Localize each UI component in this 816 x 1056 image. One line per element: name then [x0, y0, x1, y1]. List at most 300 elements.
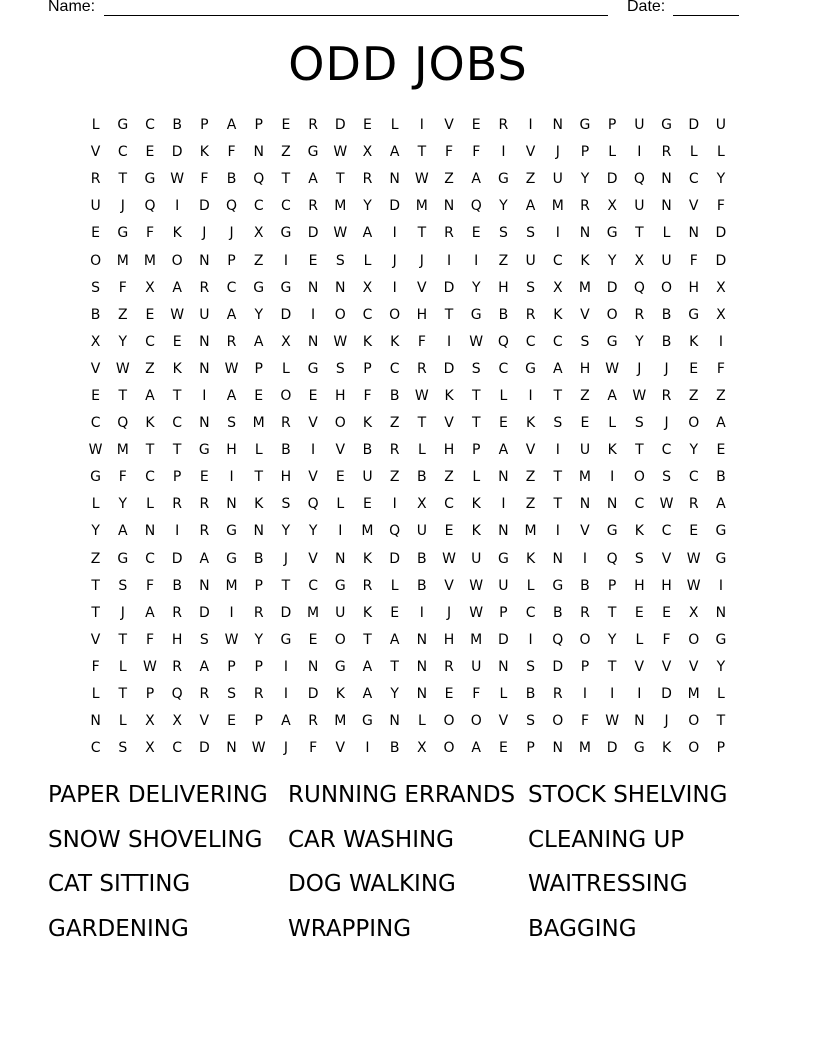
grid-letter[interactable]: O — [443, 713, 455, 730]
grid-letter[interactable]: L — [91, 686, 100, 703]
grid-letter[interactable]: U — [471, 550, 482, 567]
grid-letter[interactable]: C — [145, 333, 155, 350]
grid-letter[interactable]: K — [607, 442, 617, 459]
grid-letter[interactable]: A — [362, 686, 373, 703]
grid-letter[interactable]: B — [498, 306, 509, 323]
grid-letter[interactable]: J — [283, 740, 288, 757]
grid-letter[interactable]: I — [555, 523, 560, 540]
grid-letter[interactable]: R — [525, 306, 536, 323]
grid-letter[interactable]: L — [336, 496, 345, 513]
grid-letter[interactable]: D — [498, 631, 509, 648]
grid-letter[interactable]: F — [689, 252, 698, 269]
grid-letter[interactable]: R — [308, 117, 318, 134]
grid-letter[interactable]: P — [716, 740, 726, 757]
grid-letter[interactable]: A — [145, 387, 155, 404]
grid-letter[interactable]: K — [661, 740, 672, 757]
grid-letter[interactable]: L — [118, 658, 127, 675]
grid-letter[interactable]: S — [553, 415, 563, 432]
grid-letter[interactable]: M — [307, 604, 320, 621]
grid-letter[interactable]: O — [280, 387, 292, 404]
grid-letter[interactable]: O — [688, 740, 700, 757]
grid-letter[interactable]: D — [715, 225, 727, 242]
grid-letter[interactable]: N — [443, 198, 455, 215]
grid-letter[interactable]: J — [664, 713, 669, 730]
grid-letter[interactable]: K — [335, 686, 345, 703]
grid-letter[interactable]: G — [226, 550, 237, 567]
grid-letter[interactable]: X — [362, 279, 373, 296]
grid-letter[interactable]: E — [634, 604, 644, 621]
grid-letter[interactable]: W — [143, 658, 157, 675]
grid-letter[interactable]: L — [146, 496, 154, 513]
grid-letter[interactable]: P — [254, 117, 263, 134]
grid-letter[interactable]: N — [416, 686, 428, 703]
grid-letter[interactable]: Z — [145, 360, 155, 377]
grid-letter[interactable]: S — [471, 360, 481, 377]
grid-letter[interactable]: T — [91, 577, 100, 594]
grid-letter[interactable]: C — [444, 496, 454, 513]
grid-letter[interactable]: B — [661, 306, 672, 323]
grid-letter[interactable]: O — [688, 713, 700, 730]
grid-letter[interactable]: X — [145, 740, 155, 757]
grid-letter[interactable]: X — [90, 333, 101, 350]
grid-letter[interactable]: W — [686, 577, 701, 594]
grid-letter[interactable]: T — [281, 577, 291, 594]
grid-letter[interactable]: I — [202, 387, 207, 404]
grid-letter[interactable]: N — [307, 658, 319, 675]
grid-letter[interactable]: S — [526, 225, 536, 242]
grid-letter[interactable]: O — [389, 306, 401, 323]
grid-letter[interactable]: Y — [118, 333, 128, 350]
grid-letter[interactable]: I — [229, 604, 234, 621]
grid-letter[interactable]: O — [334, 631, 346, 648]
grid-letter[interactable]: I — [311, 306, 316, 323]
grid-letter[interactable]: K — [199, 144, 209, 161]
grid-letter[interactable]: W — [251, 740, 266, 757]
grid-letter[interactable]: E — [281, 117, 291, 134]
grid-letter[interactable]: V — [580, 523, 590, 540]
grid-letter[interactable]: P — [254, 577, 263, 594]
grid-letter[interactable]: L — [417, 713, 426, 730]
grid-letter[interactable]: E — [716, 442, 726, 459]
grid-letter[interactable]: Q — [144, 198, 156, 215]
grid-letter[interactable]: S — [580, 333, 590, 350]
grid-letter[interactable]: X — [145, 279, 155, 296]
grid-letter[interactable]: W — [88, 442, 103, 459]
grid-letter[interactable]: S — [498, 225, 508, 242]
grid-letter[interactable]: M — [551, 198, 564, 215]
grid-letter[interactable]: L — [91, 496, 100, 513]
grid-letter[interactable]: B — [417, 550, 427, 567]
grid-letter[interactable]: A — [199, 550, 210, 567]
grid-letter[interactable]: A — [471, 740, 481, 757]
grid-letter[interactable]: L — [608, 415, 617, 432]
grid-letter[interactable]: N — [226, 496, 237, 513]
grid-letter[interactable]: N — [389, 171, 400, 188]
grid-letter[interactable]: S — [335, 252, 345, 269]
grid-letter[interactable]: T — [118, 686, 128, 703]
grid-letter[interactable]: K — [362, 415, 373, 432]
grid-letter[interactable]: K — [471, 496, 481, 513]
grid-letter[interactable]: W — [469, 604, 484, 621]
grid-letter[interactable]: V — [90, 631, 101, 648]
grid-letter[interactable]: N — [307, 279, 319, 296]
grid-letter[interactable]: N — [335, 279, 346, 296]
grid-letter[interactable]: W — [333, 225, 348, 242]
grid-letter[interactable]: C — [525, 604, 536, 621]
grid-letter[interactable]: I — [392, 496, 397, 513]
grid-letter[interactable]: V — [90, 360, 101, 377]
grid-letter[interactable]: I — [528, 387, 533, 404]
grid-letter[interactable]: M — [578, 279, 592, 296]
grid-letter[interactable]: A — [253, 333, 264, 350]
grid-letter[interactable]: D — [171, 144, 183, 161]
grid-letter[interactable]: N — [199, 577, 210, 594]
grid-letter[interactable]: M — [116, 442, 129, 459]
grid-letter[interactable]: L — [390, 577, 399, 594]
grid-letter[interactable]: H — [416, 306, 428, 323]
grid-letter[interactable]: Q — [633, 171, 645, 188]
grid-letter[interactable]: T — [118, 387, 128, 404]
grid-letter[interactable]: C — [172, 415, 183, 432]
grid-letter[interactable]: U — [634, 117, 645, 134]
grid-letter[interactable]: A — [525, 198, 536, 215]
grid-letter[interactable]: V — [525, 442, 536, 459]
grid-letter[interactable]: F — [417, 333, 426, 350]
grid-letter[interactable]: W — [632, 387, 647, 404]
grid-letter[interactable]: E — [254, 387, 264, 404]
grid-letter[interactable]: G — [334, 658, 346, 675]
grid-letter[interactable]: F — [91, 658, 100, 675]
grid-letter[interactable]: K — [634, 523, 644, 540]
grid-letter[interactable]: R — [580, 604, 590, 621]
grid-letter[interactable]: W — [414, 387, 429, 404]
grid-letter[interactable]: W — [224, 631, 239, 648]
grid-letter[interactable]: G — [117, 117, 129, 134]
grid-letter[interactable]: Z — [580, 387, 590, 404]
grid-letter[interactable]: V — [661, 550, 672, 567]
grid-letter[interactable]: Y — [254, 631, 263, 648]
grid-letter[interactable]: P — [499, 604, 508, 621]
grid-letter[interactable]: T — [471, 387, 481, 404]
grid-letter[interactable]: N — [552, 740, 564, 757]
grid-letter[interactable]: Y — [390, 686, 399, 703]
grid-letter[interactable]: T — [336, 171, 345, 188]
grid-letter[interactable]: F — [200, 171, 209, 188]
grid-letter[interactable]: B — [716, 469, 726, 486]
grid-letter[interactable]: E — [662, 604, 671, 621]
grid-letter[interactable]: A — [308, 171, 318, 188]
grid-letter[interactable]: U — [715, 117, 727, 134]
grid-letter[interactable]: G — [661, 117, 672, 134]
grid-letter[interactable]: R — [416, 360, 427, 377]
grid-letter[interactable]: E — [91, 387, 101, 404]
grid-letter[interactable]: T — [417, 415, 427, 432]
grid-letter[interactable]: Z — [716, 387, 726, 404]
grid-letter[interactable]: G — [307, 360, 319, 377]
grid-letter[interactable]: C — [90, 740, 101, 757]
grid-letter[interactable]: A — [145, 604, 155, 621]
grid-letter[interactable]: X — [172, 713, 182, 730]
grid-letter[interactable]: E — [145, 144, 155, 161]
grid-letter[interactable]: M — [578, 469, 592, 486]
grid-letter[interactable]: Z — [444, 469, 454, 486]
grid-letter[interactable]: C — [389, 360, 400, 377]
grid-letter[interactable]: G — [280, 279, 292, 296]
grid-letter[interactable]: C — [362, 306, 373, 323]
grid-letter[interactable]: X — [688, 604, 699, 621]
grid-letter[interactable]: C — [90, 415, 101, 432]
grid-letter[interactable]: R — [634, 306, 645, 323]
grid-letter[interactable]: R — [199, 686, 210, 703]
grid-letter[interactable]: D — [307, 225, 319, 242]
grid-letter[interactable]: F — [363, 387, 372, 404]
grid-letter[interactable]: T — [553, 469, 563, 486]
grid-letter[interactable]: L — [717, 144, 725, 161]
grid-letter[interactable]: T — [444, 306, 454, 323]
grid-letter[interactable]: R — [281, 415, 291, 432]
grid-letter[interactable]: N — [199, 252, 210, 269]
grid-letter[interactable]: O — [688, 631, 700, 648]
grid-letter[interactable]: N — [498, 469, 509, 486]
grid-letter[interactable]: F — [445, 144, 454, 161]
grid-letter[interactable]: G — [307, 144, 319, 161]
grid-letter[interactable]: B — [389, 387, 400, 404]
grid-letter[interactable]: N — [498, 523, 509, 540]
grid-letter[interactable]: T — [553, 496, 563, 513]
grid-letter[interactable]: U — [199, 306, 210, 323]
grid-letter[interactable]: C — [525, 333, 536, 350]
grid-letter[interactable]: N — [661, 171, 672, 188]
grid-letter[interactable]: I — [446, 252, 452, 269]
grid-letter[interactable]: E — [689, 523, 699, 540]
grid-letter[interactable]: Y — [607, 631, 617, 648]
grid-letter[interactable]: Z — [389, 469, 400, 486]
grid-letter[interactable]: I — [555, 442, 560, 459]
grid-letter[interactable]: D — [606, 279, 618, 296]
grid-letter[interactable]: P — [254, 360, 263, 377]
grid-letter[interactable]: X — [716, 279, 726, 296]
grid-letter[interactable]: S — [634, 550, 644, 567]
grid-letter[interactable]: Q — [253, 171, 265, 188]
grid-letter[interactable]: D — [198, 604, 210, 621]
grid-letter[interactable]: G — [253, 279, 265, 296]
grid-letter[interactable]: N — [661, 198, 672, 215]
grid-letter[interactable]: A — [226, 306, 237, 323]
grid-letter[interactable]: A — [362, 658, 373, 675]
grid-letter[interactable]: B — [389, 740, 400, 757]
grid-letter[interactable]: V — [199, 713, 210, 730]
grid-letter[interactable]: N — [416, 658, 428, 675]
grid-letter[interactable]: I — [311, 442, 316, 459]
grid-letter[interactable]: A — [471, 171, 481, 188]
grid-letter[interactable]: Y — [580, 171, 590, 188]
grid-letter[interactable]: N — [90, 713, 101, 730]
grid-letter[interactable]: R — [308, 198, 318, 215]
grid-letter[interactable]: N — [389, 713, 400, 730]
grid-letter[interactable]: W — [659, 496, 674, 513]
grid-letter[interactable]: X — [607, 198, 617, 215]
grid-letter[interactable]: D — [606, 740, 618, 757]
grid-letter[interactable]: G — [198, 442, 210, 459]
grid-letter[interactable]: Q — [389, 523, 401, 540]
grid-letter[interactable]: I — [338, 523, 343, 540]
grid-letter[interactable]: V — [580, 306, 590, 323]
grid-letter[interactable]: T — [281, 171, 291, 188]
grid-letter[interactable]: A — [199, 658, 210, 675]
grid-letter[interactable]: A — [498, 442, 509, 459]
grid-letter[interactable]: N — [688, 225, 699, 242]
grid-letter[interactable]: F — [118, 279, 127, 296]
grid-letter[interactable]: G — [280, 631, 292, 648]
grid-letter[interactable]: L — [499, 387, 508, 404]
grid-letter[interactable]: G — [715, 523, 727, 540]
grid-letter[interactable]: O — [470, 713, 482, 730]
grid-letter[interactable]: C — [117, 144, 128, 161]
grid-letter[interactable]: F — [145, 225, 154, 242]
grid-letter[interactable]: A — [362, 225, 373, 242]
grid-letter[interactable]: N — [579, 496, 591, 513]
grid-letter[interactable]: E — [390, 604, 400, 621]
grid-letter[interactable]: X — [145, 713, 155, 730]
name-blank-line[interactable] — [104, 15, 608, 16]
grid-letter[interactable]: S — [526, 279, 536, 296]
grid-letter[interactable]: Z — [525, 496, 536, 513]
grid-letter[interactable]: H — [335, 387, 346, 404]
grid-letter[interactable]: U — [552, 171, 563, 188]
grid-letter[interactable]: Q — [552, 631, 564, 648]
grid-letter[interactable]: O — [661, 279, 673, 296]
grid-letter[interactable]: P — [172, 469, 182, 486]
grid-letter[interactable]: Y — [91, 523, 100, 540]
grid-letter[interactable]: G — [497, 171, 509, 188]
grid-letter[interactable]: Z — [498, 252, 509, 269]
grid-letter[interactable]: C — [308, 577, 318, 594]
grid-letter[interactable]: K — [172, 360, 182, 377]
grid-letter[interactable]: B — [172, 117, 182, 134]
grid-letter[interactable]: O — [334, 306, 346, 323]
grid-letter[interactable]: C — [688, 469, 699, 486]
grid-letter[interactable]: D — [715, 252, 727, 269]
grid-letter[interactable]: R — [661, 387, 672, 404]
grid-letter[interactable]: R — [688, 496, 699, 513]
grid-letter[interactable]: K — [444, 387, 454, 404]
grid-letter[interactable]: Q — [470, 198, 482, 215]
grid-letter[interactable]: Y — [607, 252, 617, 269]
grid-letter[interactable]: J — [664, 360, 669, 377]
grid-letter[interactable]: F — [227, 144, 236, 161]
grid-letter[interactable]: C — [634, 496, 645, 513]
grid-letter[interactable]: Q — [226, 198, 238, 215]
grid-letter[interactable]: A — [226, 387, 237, 404]
grid-letter[interactable]: D — [280, 306, 292, 323]
grid-letter[interactable]: N — [226, 740, 237, 757]
grid-letter[interactable]: V — [335, 740, 346, 757]
grid-letter[interactable]: D — [443, 279, 455, 296]
grid-letter[interactable]: F — [472, 144, 481, 161]
grid-letter[interactable]: S — [526, 713, 536, 730]
grid-letter[interactable]: G — [606, 333, 618, 350]
grid-letter[interactable]: U — [471, 658, 482, 675]
grid-letter[interactable]: R — [444, 225, 454, 242]
grid-letter[interactable]: Z — [281, 144, 291, 161]
grid-letter[interactable]: G — [579, 117, 591, 134]
grid-letter[interactable]: W — [686, 550, 701, 567]
grid-letter[interactable]: R — [199, 523, 210, 540]
grid-letter[interactable]: R — [444, 658, 454, 675]
grid-letter[interactable]: L — [390, 117, 399, 134]
grid-letter[interactable]: L — [363, 252, 372, 269]
grid-letter[interactable]: J — [229, 225, 234, 242]
grid-letter[interactable]: W — [170, 306, 185, 323]
grid-letter[interactable]: L — [689, 144, 698, 161]
grid-letter[interactable]: M — [578, 740, 592, 757]
grid-letter[interactable]: S — [335, 360, 345, 377]
grid-letter[interactable]: D — [389, 550, 401, 567]
grid-letter[interactable]: P — [363, 360, 372, 377]
grid-letter[interactable]: M — [143, 252, 157, 269]
grid-letter[interactable]: I — [474, 252, 479, 269]
grid-letter[interactable]: I — [582, 550, 588, 567]
grid-letter[interactable]: V — [90, 144, 101, 161]
grid-letter[interactable]: U — [661, 252, 672, 269]
grid-letter[interactable]: V — [444, 577, 454, 594]
grid-letter[interactable]: P — [471, 442, 481, 459]
grid-letter[interactable]: E — [363, 496, 372, 513]
grid-letter[interactable]: K — [580, 252, 590, 269]
grid-letter[interactable]: K — [553, 306, 563, 323]
grid-letter[interactable]: A — [389, 631, 400, 648]
grid-letter[interactable]: N — [199, 415, 210, 432]
grid-letter[interactable]: T — [390, 658, 399, 675]
grid-letter[interactable]: I — [610, 686, 615, 703]
grid-letter[interactable]: R — [552, 686, 563, 703]
grid-letter[interactable]: B — [417, 469, 427, 486]
grid-letter[interactable]: N — [606, 496, 618, 513]
grid-letter[interactable]: W — [469, 577, 484, 594]
grid-letter[interactable]: V — [661, 658, 672, 675]
grid-letter[interactable]: J — [283, 550, 288, 567]
grid-letter[interactable]: C — [226, 279, 237, 296]
grid-letter[interactable]: I — [392, 279, 397, 296]
grid-letter[interactable]: W — [469, 333, 484, 350]
grid-letter[interactable]: R — [90, 171, 101, 188]
grid-letter[interactable]: O — [633, 469, 645, 486]
grid-letter[interactable]: T — [417, 225, 427, 242]
grid-letter[interactable]: D — [688, 117, 700, 134]
grid-letter[interactable]: Y — [254, 306, 263, 323]
grid-letter[interactable]: V — [498, 713, 509, 730]
grid-letter[interactable]: G — [715, 550, 727, 567]
grid-letter[interactable]: D — [389, 198, 401, 215]
grid-letter[interactable]: Q — [117, 415, 129, 432]
grid-letter[interactable]: A — [607, 387, 617, 404]
grid-letter[interactable]: P — [607, 117, 617, 134]
grid-letter[interactable]: I — [528, 631, 533, 648]
grid-letter[interactable]: V — [688, 658, 699, 675]
grid-letter[interactable]: I — [555, 225, 560, 242]
grid-letter[interactable]: W — [224, 360, 239, 377]
grid-letter[interactable]: E — [308, 631, 318, 648]
grid-letter[interactable]: S — [634, 415, 644, 432]
grid-letter[interactable]: G — [497, 550, 509, 567]
grid-letter[interactable]: I — [501, 496, 506, 513]
grid-letter[interactable]: I — [446, 333, 452, 350]
grid-letter[interactable]: H — [171, 631, 183, 648]
grid-letter[interactable]: Y — [716, 658, 726, 675]
grid-letter[interactable]: L — [717, 686, 725, 703]
grid-letter[interactable]: X — [362, 144, 373, 161]
grid-letter[interactable]: E — [172, 333, 182, 350]
